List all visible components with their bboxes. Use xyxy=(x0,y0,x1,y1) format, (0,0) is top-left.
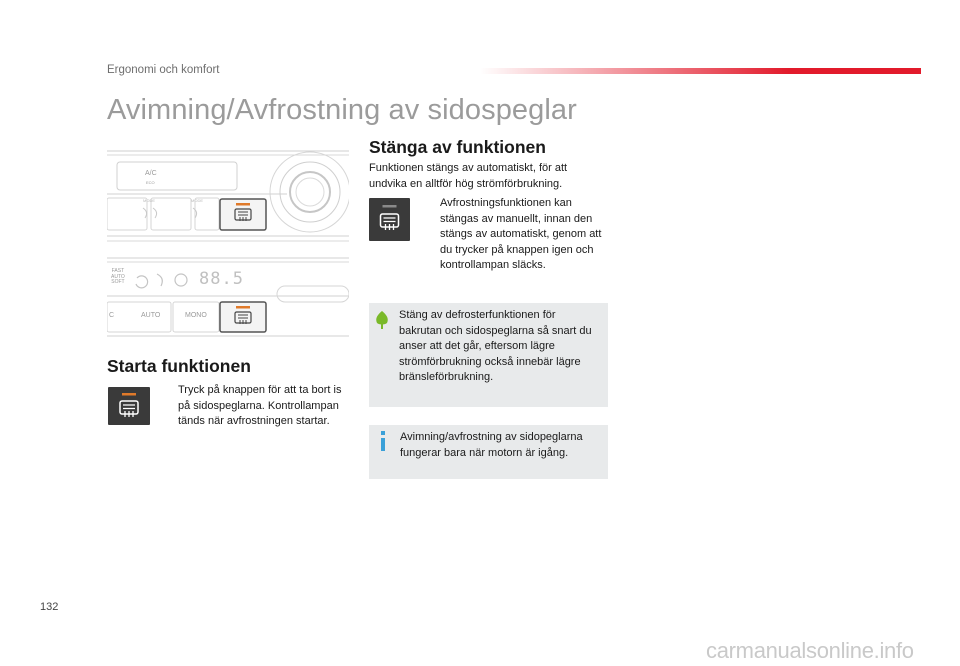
temperature-display: 88.5 xyxy=(199,269,244,289)
svg-text:MODE: MODE xyxy=(191,198,203,203)
defrost-button-illustration-stop xyxy=(369,198,410,241)
eco-note-box xyxy=(369,303,608,407)
svg-text:MODE: MODE xyxy=(143,198,155,203)
climate-panel-illustration-bottom xyxy=(107,256,349,340)
rear-defrost-icon xyxy=(108,387,150,425)
climate-panel-top-drawing xyxy=(107,150,349,244)
start-bullet xyxy=(159,383,351,431)
climate-panel-illustration-top xyxy=(107,150,349,244)
fast-auto-soft-label: FAST AUTO SOFT xyxy=(111,268,125,285)
stop-intro: Funktionen stängs av automatiskt, för att undvika en alltför hög strömförbrukning. xyxy=(369,162,568,190)
stop-heading: Stänga av funktionen xyxy=(369,137,546,157)
start-bullet-text: Tryck på knappen för att ta bort is på sidospeglarna. Kontrollampan tänds när avfrostningen startar. xyxy=(178,384,342,427)
eco-leaf-icon xyxy=(374,310,390,330)
auto-label: AUTO xyxy=(141,312,161,319)
mono-label: MONO xyxy=(185,312,207,319)
defrost-button-illustration-start xyxy=(108,387,150,425)
info-note-box xyxy=(369,425,608,479)
rear-defrost-icon xyxy=(369,198,410,241)
header-accent-bar xyxy=(480,68,921,74)
stop-bullet-text: Avfrostningsfunktionen kan stängas av manuellt, innan den stängs av automatiskt, genom att du trycker på knappen igen och kontrollampan släcks. xyxy=(440,197,602,271)
start-heading: Starta funktionen xyxy=(107,356,251,376)
page-number: 132 xyxy=(40,601,59,613)
info-icon xyxy=(378,430,388,452)
section-label: Ergonomi och komfort xyxy=(107,64,220,76)
ac-label: A/C xyxy=(145,170,157,177)
eco-note-text: Stäng av defrosterfunktionen för bakrutan och sidospeglarna så snart du anser att det går, eftersom lägre strömförbrukning också innebär lägre bränsleförbrukning. xyxy=(399,309,592,383)
eco-sub-label: ECO xyxy=(146,180,155,185)
stop-bullet xyxy=(421,196,613,276)
watermark: carmanualsonline.info xyxy=(706,638,914,663)
left-button-label: C xyxy=(109,312,115,319)
page-title: Avimning/Avfrostning av sidospeglar xyxy=(107,94,577,126)
info-note-text: Avimning/avfrostning av sidopeglarna fungerar bara när motorn är igång. xyxy=(400,431,583,459)
